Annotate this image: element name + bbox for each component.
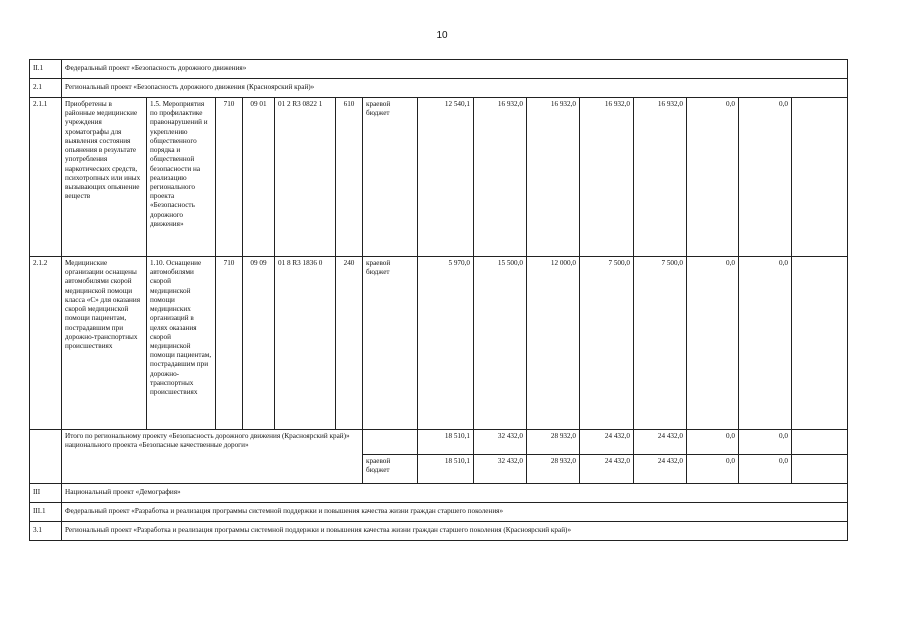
value-cell: 12 000,0 (527, 257, 580, 430)
total-value-cell: 24 432,0 (634, 430, 687, 455)
section-row-federal-elder (30, 503, 848, 522)
section-row-federal-road (30, 60, 848, 79)
value-cell: 0,0 (687, 98, 739, 257)
section-code: III (30, 484, 62, 503)
empty-cell (792, 257, 848, 430)
section-code: 3.1 (30, 522, 62, 541)
value-cell: 0,0 (739, 98, 792, 257)
rzpr-code: 09 09 (243, 257, 275, 430)
result-name: Приобретены в районные медицинские учреждения хроматографы для выявления состояния опьянения в результате употребления наркотических средств, психотропных или иных вызывающих опьянение веществ (62, 98, 147, 257)
grbs-code: 710 (216, 257, 243, 430)
funding-source: краевой бюджет (363, 455, 418, 484)
value-cell: 5 970,0 (418, 257, 474, 430)
empty-cell (792, 98, 848, 257)
empty-cell (363, 430, 418, 455)
table-row (30, 257, 848, 430)
vr-code: 240 (336, 257, 363, 430)
total-value-cell: 28 932,0 (527, 455, 580, 484)
csr-code: 01 2 R3 0822 1 (275, 98, 336, 257)
section-title: Региональный проект «Разработка и реализация программы системной поддержки и повышения качества жизни граждан старшего поколения (Красноярский край)» (62, 522, 848, 541)
empty-cell (30, 430, 62, 484)
value-cell: 7 500,0 (580, 257, 634, 430)
row-code: 2.1.2 (30, 257, 62, 430)
section-title: Федеральный проект «Безопасность дорожного движения» (62, 60, 848, 79)
value-cell: 7 500,0 (634, 257, 687, 430)
value-cell: 16 932,0 (580, 98, 634, 257)
funding-source: краевой бюджет (363, 257, 418, 430)
budget-table (29, 59, 848, 541)
csr-code: 01 8 R3 1836 0 (275, 257, 336, 430)
funding-source: краевой бюджет (363, 98, 418, 257)
vr-code: 610 (336, 98, 363, 257)
total-value-cell: 32 432,0 (474, 430, 527, 455)
total-value-cell: 0,0 (739, 430, 792, 455)
measure-name: 1.5. Мероприятия по профилактике правонарушений и укреплению общественного порядка и общественной безопасности на реализацию регионального проекта «Безопасность дорожного движения» (147, 98, 216, 257)
value-cell: 0,0 (739, 257, 792, 430)
value-cell: 15 500,0 (474, 257, 527, 430)
value-cell: 0,0 (687, 257, 739, 430)
result-name: Медицинские организации оснащены автомобилями скорой медицинской помощи класса «С» для оказания скорой медицинской помощи пациентам, пострадавшим при дорожно-транспортных происшествиях (62, 257, 147, 430)
row-code: 2.1.1 (30, 98, 62, 257)
page-number: 10 (436, 30, 448, 41)
total-value-cell: 28 932,0 (527, 430, 580, 455)
table-row (30, 98, 848, 257)
total-value-cell: 18 510,1 (418, 455, 474, 484)
value-cell: 16 932,0 (634, 98, 687, 257)
section-code: III.1 (30, 503, 62, 522)
total-value-cell: 24 432,0 (580, 430, 634, 455)
section-title: Федеральный проект «Разработка и реализация программы системной поддержки и повышения качества жизни граждан старшего поколения» (62, 503, 848, 522)
total-value-cell: 32 432,0 (474, 455, 527, 484)
section-row-regional-elder (30, 522, 848, 541)
section-code: II.1 (30, 60, 62, 79)
total-value-cell: 18 510,1 (418, 430, 474, 455)
total-value-cell: 0,0 (687, 455, 739, 484)
total-value-cell: 24 432,0 (580, 455, 634, 484)
section-code: 2.1 (30, 79, 62, 98)
section-row-national-demography (30, 484, 848, 503)
empty-cell (792, 430, 848, 455)
value-cell: 12 540,1 (418, 98, 474, 257)
total-value-cell: 0,0 (739, 455, 792, 484)
empty-cell (792, 455, 848, 484)
value-cell: 16 932,0 (527, 98, 580, 257)
section-title: Национальный проект «Демография» (62, 484, 848, 503)
total-row (30, 430, 848, 455)
total-value-cell: 0,0 (687, 430, 739, 455)
total-label: Итого по региональному проекту «Безопасность дорожного движения (Красноярский край)» национального проекта «Безопасные качественные дороги» (62, 430, 363, 484)
total-value-cell: 24 432,0 (634, 455, 687, 484)
value-cell: 16 932,0 (474, 98, 527, 257)
measure-name: 1.10. Оснащение автомобилями скорой медицинской помощи медицинских организаций в целях оказания скорой медицинской помощи пациентам, пострадавшим при дорожно-транспортных происшествиях (147, 257, 216, 430)
section-row-regional-road (30, 79, 848, 98)
rzpr-code: 09 01 (243, 98, 275, 257)
section-title: Региональный проект «Безопасность дорожного движения (Красноярский край)» (62, 79, 848, 98)
grbs-code: 710 (216, 98, 243, 257)
